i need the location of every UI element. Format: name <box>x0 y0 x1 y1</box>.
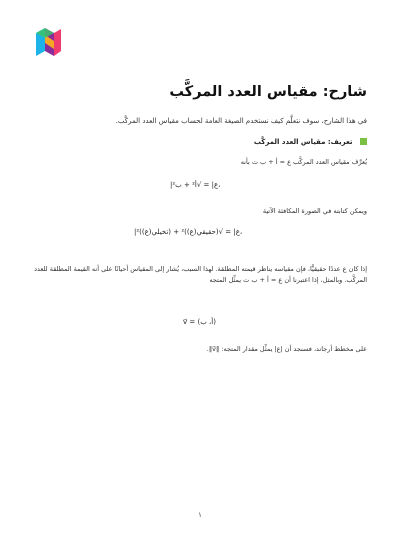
vector-formula: v⃗ = (أ، ب) <box>183 318 216 326</box>
equivalent-form-text: ويمكن كتابته في الصورة المكافئة الآتية <box>262 207 367 215</box>
definition-square-icon <box>360 138 367 145</box>
absolute-value-paragraph: إذا كان ع عددًا حقيقيًّا، فإن مقياسه يناظر قيمته المطلقة. لهذا السبب، يُشار إلى المقياس أحيانًا على أنه القيمة المطلقة للعدد المركَّب. وبالمثل، إذا اعتبرنا أن ع = أ + ب ت يمثِّل المتجه <box>34 265 367 284</box>
logo-icon <box>32 27 64 57</box>
intro-text: في هذا الشارح، سوف نتعلَّم كيف نستخدم الصيغة العامة لحساب مقياس العدد المركَّب. <box>115 117 367 125</box>
argand-paragraph: على مخطط أرجاند، فسنجد أن |ع| يمثِّل مقدار المتجه: ‖v⃗‖. <box>206 345 367 353</box>
modulus-formula: |ع| = √أ² + ب²، <box>170 181 221 189</box>
modulus-formula-equivalent: |ع| = √(حقيقي(ع))² + (تخيلي(ع))²، <box>134 228 243 236</box>
page-title: شارح: مقياس العدد المركَّب <box>169 84 367 100</box>
definition-heading <box>254 138 367 146</box>
definition-label: تعريف: مقياس العدد المركَّب <box>253 138 353 146</box>
page-number: ١ <box>198 511 202 519</box>
definition-text: يُعرَّف مقياس العدد المركَّب ع = أ + ب ت بأنه <box>240 158 367 166</box>
